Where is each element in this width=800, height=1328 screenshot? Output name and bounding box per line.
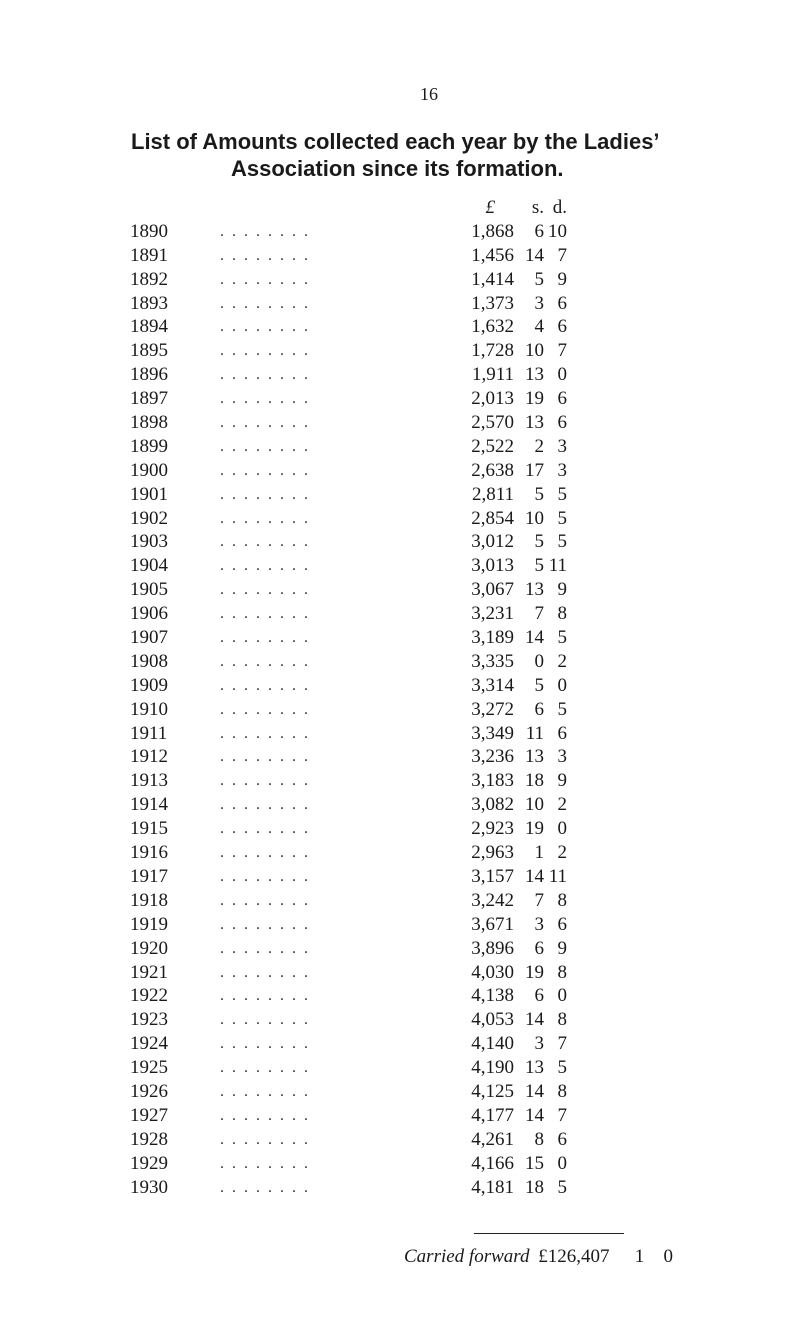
dot-leader: . . . . . . . . xyxy=(220,844,310,862)
pounds-cell: 4,261 xyxy=(471,1128,514,1150)
dot-leader: . . . . . . . . xyxy=(220,1130,310,1148)
year-cell: 1904 xyxy=(130,555,168,577)
shillings-cell: 3 xyxy=(534,913,544,935)
pounds-cell: 3,189 xyxy=(471,627,514,649)
table-row xyxy=(130,865,690,889)
table-row xyxy=(130,292,690,316)
table-row xyxy=(130,1104,690,1128)
dot-leader: . . . . . . . . xyxy=(220,748,310,766)
shillings-cell: 14 xyxy=(525,244,544,266)
table-row xyxy=(130,530,690,554)
shillings-cell: 6 xyxy=(534,937,544,959)
dot-leader: . . . . . . . . xyxy=(220,270,310,288)
shillings-cell: 19 xyxy=(525,961,544,983)
pounds-cell: 4,181 xyxy=(471,1176,514,1198)
pence-header: d. xyxy=(552,197,567,218)
pounds-cell: 3,349 xyxy=(471,722,514,744)
dot-leader: . . . . . . . . xyxy=(220,1082,310,1100)
dot-leader: . . . . . . . . xyxy=(220,987,310,1005)
pounds-cell: 1,911 xyxy=(471,364,514,386)
year-cell: 1898 xyxy=(130,412,168,434)
dot-leader: . . . . . . . . xyxy=(220,772,310,790)
title-line-1: List of Amounts collected each year by the Ladies’ xyxy=(131,129,660,154)
carried-forward-label: Carried forward xyxy=(404,1246,530,1267)
year-cell: 1901 xyxy=(130,483,168,505)
shillings-cell: 1 xyxy=(534,842,544,864)
title-line-2: Association since its formation. xyxy=(231,156,564,181)
year-cell: 1893 xyxy=(130,292,168,314)
table-row xyxy=(130,745,690,769)
pounds-cell: 4,177 xyxy=(471,1104,514,1126)
shillings-cell: 0 xyxy=(534,650,544,672)
year-cell: 1905 xyxy=(130,579,168,601)
year-cell: 1913 xyxy=(130,770,168,792)
pence-cell: 5 xyxy=(557,1057,567,1079)
year-cell: 1890 xyxy=(130,220,168,242)
year-cell: 1894 xyxy=(130,316,168,338)
shillings-cell: 5 xyxy=(534,531,544,553)
shillings-cell: 8 xyxy=(534,1128,544,1150)
table-row xyxy=(130,268,690,292)
dot-leader: . . . . . . . . xyxy=(220,1154,310,1172)
pounds-cell: 1,728 xyxy=(471,340,514,362)
pence-cell: 0 xyxy=(557,818,567,840)
year-cell: 1907 xyxy=(130,627,168,649)
dot-leader: . . . . . . . . xyxy=(220,461,310,479)
dot-leader: . . . . . . . . xyxy=(220,1106,310,1124)
shillings-cell: 18 xyxy=(525,770,544,792)
dot-leader: . . . . . . . . xyxy=(220,605,310,623)
dot-leader: . . . . . . . . xyxy=(220,390,310,408)
pence-cell: 6 xyxy=(557,1128,567,1150)
pence-cell: 7 xyxy=(557,1033,567,1055)
pounds-cell: 4,125 xyxy=(471,1080,514,1102)
table-row xyxy=(130,793,690,817)
year-cell: 1909 xyxy=(130,674,168,696)
pence-cell: 8 xyxy=(557,961,567,983)
pence-cell: 5 xyxy=(557,483,567,505)
pounds-cell: 3,671 xyxy=(471,913,514,935)
pounds-cell: 4,166 xyxy=(471,1152,514,1174)
pence-cell: 8 xyxy=(557,1080,567,1102)
shillings-cell: 14 xyxy=(525,1104,544,1126)
pence-cell: 2 xyxy=(557,842,567,864)
shillings-cell: 19 xyxy=(525,818,544,840)
table-row xyxy=(130,889,690,913)
dot-leader: . . . . . . . . xyxy=(220,437,310,455)
pounds-cell: 3,314 xyxy=(471,674,514,696)
pence-cell: 7 xyxy=(557,244,567,266)
dot-leader: . . . . . . . . xyxy=(220,581,310,599)
year-cell: 1926 xyxy=(130,1080,168,1102)
pence-cell: 3 xyxy=(557,459,567,481)
dot-leader: . . . . . . . . xyxy=(220,891,310,909)
table-row xyxy=(130,1080,690,1104)
pence-cell: 5 xyxy=(557,698,567,720)
dot-leader: . . . . . . . . xyxy=(220,342,310,360)
pounds-cell: 3,013 xyxy=(471,555,514,577)
pounds-cell: 1,456 xyxy=(471,244,514,266)
dot-leader: . . . . . . . . xyxy=(220,1059,310,1077)
shillings-cell: 14 xyxy=(525,1080,544,1102)
pounds-cell: 2,923 xyxy=(471,818,514,840)
year-cell: 1922 xyxy=(130,985,168,1007)
pence-cell: 10 xyxy=(548,220,567,242)
table-row xyxy=(130,507,690,531)
table-row xyxy=(130,220,690,244)
pence-cell: 6 xyxy=(557,316,567,338)
year-cell: 1915 xyxy=(130,818,168,840)
pounds-cell: 3,082 xyxy=(471,794,514,816)
table-row xyxy=(130,578,690,602)
shillings-cell: 3 xyxy=(534,1033,544,1055)
shillings-cell: 10 xyxy=(525,794,544,816)
shillings-cell: 5 xyxy=(534,555,544,577)
pence-cell: 0 xyxy=(557,1152,567,1174)
table-row xyxy=(130,602,690,626)
pence-cell: 0 xyxy=(557,985,567,1007)
table-row xyxy=(130,459,690,483)
shillings-cell: 18 xyxy=(525,1176,544,1198)
pence-cell: 6 xyxy=(557,292,567,314)
pounds-cell: 1,414 xyxy=(471,268,514,290)
table-row xyxy=(130,937,690,961)
shillings-cell: 6 xyxy=(534,220,544,242)
dot-leader: . . . . . . . . xyxy=(220,724,310,742)
year-cell: 1899 xyxy=(130,435,168,457)
pounds-cell: 2,854 xyxy=(471,507,514,529)
dot-leader: . . . . . . . . xyxy=(220,629,310,647)
year-cell: 1912 xyxy=(130,746,168,768)
pence-cell: 3 xyxy=(557,746,567,768)
shillings-cell: 14 xyxy=(525,1009,544,1031)
table-row xyxy=(130,817,690,841)
dot-leader: . . . . . . . . xyxy=(220,700,310,718)
pence-cell: 2 xyxy=(557,794,567,816)
shillings-cell: 19 xyxy=(525,388,544,410)
year-cell: 1902 xyxy=(130,507,168,529)
year-cell: 1916 xyxy=(130,842,168,864)
shillings-cell: 3 xyxy=(534,292,544,314)
pence-cell: 11 xyxy=(548,865,567,887)
pence-cell: 6 xyxy=(557,412,567,434)
shillings-cell: 13 xyxy=(525,364,544,386)
pence-cell: 7 xyxy=(557,340,567,362)
pounds-cell: 3,157 xyxy=(471,865,514,887)
pence-cell: 9 xyxy=(557,579,567,601)
dot-leader: . . . . . . . . xyxy=(220,318,310,336)
year-cell: 1917 xyxy=(130,865,168,887)
table-row xyxy=(130,626,690,650)
table-row xyxy=(130,698,690,722)
shillings-header: s. xyxy=(531,197,544,218)
dot-leader: . . . . . . . . xyxy=(220,1035,310,1053)
year-cell: 1929 xyxy=(130,1152,168,1174)
year-cell: 1920 xyxy=(130,937,168,959)
pounds-cell: 4,030 xyxy=(471,961,514,983)
shillings-cell: 2 xyxy=(534,435,544,457)
shillings-cell: 15 xyxy=(525,1152,544,1174)
pounds-cell: 4,140 xyxy=(471,1033,514,1055)
dot-leader: . . . . . . . . xyxy=(220,246,310,264)
shillings-cell: 5 xyxy=(534,483,544,505)
shillings-cell: 5 xyxy=(534,268,544,290)
table-row xyxy=(130,722,690,746)
pounds-cell: 4,190 xyxy=(471,1057,514,1079)
pence-cell: 5 xyxy=(557,627,567,649)
pounds-cell: 1,632 xyxy=(471,316,514,338)
table-row xyxy=(130,339,690,363)
pounds-cell: 3,896 xyxy=(471,937,514,959)
year-cell: 1906 xyxy=(130,603,168,625)
pounds-cell: 2,638 xyxy=(471,459,514,481)
dot-leader: . . . . . . . . xyxy=(220,414,310,432)
table-row xyxy=(130,674,690,698)
year-cell: 1911 xyxy=(130,722,168,744)
dot-leader: . . . . . . . . xyxy=(220,222,310,240)
table-body xyxy=(130,220,690,1200)
shillings-cell: 6 xyxy=(534,698,544,720)
shillings-cell: 13 xyxy=(525,579,544,601)
pounds-cell: 4,053 xyxy=(471,1009,514,1031)
year-cell: 1900 xyxy=(130,459,168,481)
dot-leader: . . . . . . . . xyxy=(220,867,310,885)
shillings-cell: 10 xyxy=(525,507,544,529)
pence-cell: 8 xyxy=(557,1009,567,1031)
pence-cell: 7 xyxy=(557,1104,567,1126)
dot-leader: . . . . . . . . xyxy=(220,939,310,957)
shillings-cell: 7 xyxy=(534,603,544,625)
carried-forward-shillings: 1 xyxy=(634,1246,645,1267)
table-row xyxy=(130,1176,690,1200)
shillings-cell: 10 xyxy=(525,340,544,362)
pounds-cell: 3,231 xyxy=(471,603,514,625)
dot-leader: . . . . . . . . xyxy=(220,1011,310,1029)
table-row xyxy=(130,411,690,435)
pence-cell: 6 xyxy=(557,722,567,744)
year-cell: 1923 xyxy=(130,1009,168,1031)
pounds-cell: 3,236 xyxy=(471,746,514,768)
year-cell: 1919 xyxy=(130,913,168,935)
dot-leader: . . . . . . . . xyxy=(220,963,310,981)
table-row xyxy=(130,1128,690,1152)
dot-leader: . . . . . . . . xyxy=(220,485,310,503)
pence-cell: 11 xyxy=(548,555,567,577)
table-row xyxy=(130,913,690,937)
pounds-header: £ xyxy=(485,197,495,218)
carried-forward-pounds: £126,407 xyxy=(538,1246,610,1267)
dot-leader: . . . . . . . . xyxy=(220,557,310,575)
pounds-cell: 2,811 xyxy=(471,483,514,505)
year-cell: 1910 xyxy=(130,698,168,720)
year-cell: 1928 xyxy=(130,1128,168,1150)
year-cell: 1924 xyxy=(130,1033,168,1055)
shillings-cell: 6 xyxy=(534,985,544,1007)
year-cell: 1892 xyxy=(130,268,168,290)
dot-leader: . . . . . . . . xyxy=(220,366,310,384)
pence-cell: 8 xyxy=(557,603,567,625)
table-row xyxy=(130,961,690,985)
table-row xyxy=(130,435,690,459)
year-cell: 1891 xyxy=(130,244,168,266)
table-row xyxy=(130,363,690,387)
page-title xyxy=(131,128,751,182)
pence-cell: 8 xyxy=(557,889,567,911)
pounds-cell: 2,522 xyxy=(471,435,514,457)
shillings-cell: 4 xyxy=(534,316,544,338)
table-row xyxy=(130,315,690,339)
pounds-cell: 3,335 xyxy=(471,650,514,672)
pence-cell: 6 xyxy=(557,388,567,410)
pence-cell: 9 xyxy=(557,268,567,290)
year-cell: 1914 xyxy=(130,794,168,816)
table-row xyxy=(130,650,690,674)
year-cell: 1903 xyxy=(130,531,168,553)
pence-cell: 2 xyxy=(557,650,567,672)
pence-cell: 3 xyxy=(557,435,567,457)
pence-cell: 5 xyxy=(557,531,567,553)
table-row xyxy=(130,1032,690,1056)
shillings-cell: 13 xyxy=(525,1057,544,1079)
year-cell: 1908 xyxy=(130,650,168,672)
pounds-cell: 3,242 xyxy=(471,889,514,911)
year-cell: 1918 xyxy=(130,889,168,911)
pounds-cell: 1,373 xyxy=(471,292,514,314)
shillings-cell: 5 xyxy=(534,674,544,696)
dot-leader: . . . . . . . . xyxy=(220,915,310,933)
year-cell: 1895 xyxy=(130,340,168,362)
year-cell: 1927 xyxy=(130,1104,168,1126)
amounts-table xyxy=(130,196,690,1199)
table-row xyxy=(130,1008,690,1032)
dot-leader: . . . . . . . . xyxy=(220,509,310,527)
year-cell: 1896 xyxy=(130,364,168,386)
pounds-cell: 3,183 xyxy=(471,770,514,792)
table-row xyxy=(130,483,690,507)
dot-leader: . . . . . . . . xyxy=(220,676,310,694)
table-row xyxy=(130,244,690,268)
pounds-cell: 2,963 xyxy=(471,842,514,864)
pounds-cell: 2,570 xyxy=(471,412,514,434)
carried-forward-pence: 0 xyxy=(663,1246,673,1267)
shillings-cell: 11 xyxy=(525,722,544,744)
table-row xyxy=(130,1056,690,1080)
shillings-cell: 7 xyxy=(534,889,544,911)
pence-cell: 9 xyxy=(557,770,567,792)
shillings-cell: 14 xyxy=(525,627,544,649)
table-row xyxy=(130,984,690,1008)
dot-leader: . . . . . . . . xyxy=(220,533,310,551)
dot-leader: . . . . . . . . xyxy=(220,1178,310,1196)
pounds-cell: 1,868 xyxy=(471,220,514,242)
carried-forward-line xyxy=(404,1246,673,1268)
dot-leader: . . . . . . . . xyxy=(220,820,310,838)
year-cell: 1921 xyxy=(130,961,168,983)
year-cell: 1925 xyxy=(130,1057,168,1079)
dot-leader: . . . . . . . . xyxy=(220,796,310,814)
pence-cell: 5 xyxy=(557,507,567,529)
year-cell: 1930 xyxy=(130,1176,168,1198)
dot-leader: . . . . . . . . xyxy=(220,652,310,670)
pence-cell: 0 xyxy=(557,674,567,696)
pence-cell: 0 xyxy=(557,364,567,386)
pounds-cell: 3,067 xyxy=(471,579,514,601)
pounds-cell: 2,013 xyxy=(471,388,514,410)
page-number: 16 xyxy=(420,84,438,104)
pounds-cell: 4,138 xyxy=(471,985,514,1007)
pounds-cell: 3,272 xyxy=(471,698,514,720)
shillings-cell: 13 xyxy=(525,746,544,768)
shillings-cell: 14 xyxy=(525,865,544,887)
table-row xyxy=(130,769,690,793)
table-row xyxy=(130,554,690,578)
table-row xyxy=(130,1152,690,1176)
total-rule xyxy=(474,1233,624,1234)
pence-cell: 6 xyxy=(557,913,567,935)
year-cell: 1897 xyxy=(130,388,168,410)
pence-cell: 9 xyxy=(557,937,567,959)
pounds-cell: 3,012 xyxy=(471,531,514,553)
shillings-cell: 13 xyxy=(525,412,544,434)
pence-cell: 5 xyxy=(557,1176,567,1198)
table-row xyxy=(130,387,690,411)
dot-leader: . . . . . . . . xyxy=(220,294,310,312)
table-row xyxy=(130,841,690,865)
shillings-cell: 17 xyxy=(525,459,544,481)
column-header-row xyxy=(130,196,690,220)
